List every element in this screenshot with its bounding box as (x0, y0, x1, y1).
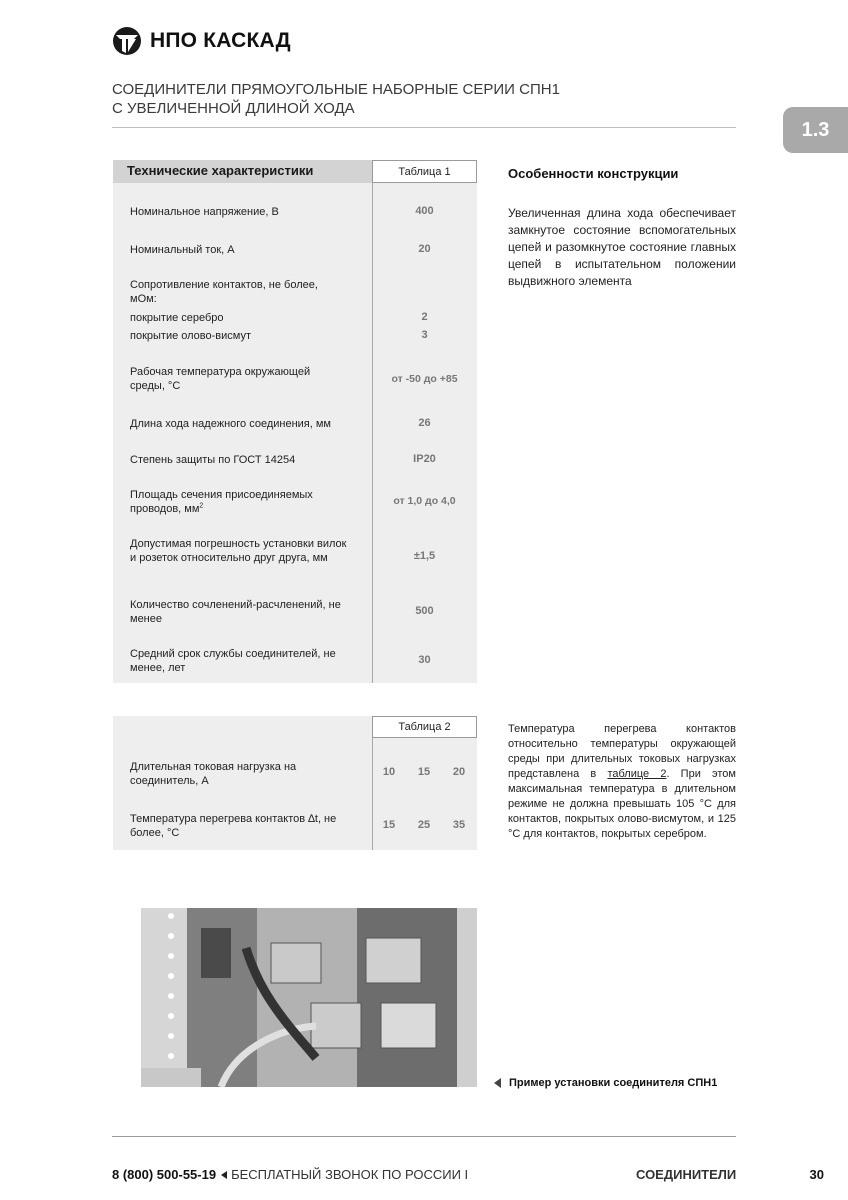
specs-row-value: 20 (418, 243, 431, 255)
table-2-reference-link[interactable]: таблице 2 (607, 768, 667, 780)
specs-row-label: покрытие серебро (130, 312, 224, 324)
unit-superscript: 2 (199, 502, 204, 510)
specs-row-value: 3 (421, 329, 428, 341)
specs-row-value: ±1,5 (413, 550, 436, 562)
page-number: 30 (809, 1167, 824, 1182)
specs-row-label: Допустимая погрешность установки вилок и розеток относительно друг друга, мм (130, 538, 347, 564)
specs-row-label: Сопротивление контактов, не более, мОм: (130, 279, 318, 305)
photo-caption (494, 1077, 717, 1089)
overheat-row-value: 15 (382, 819, 396, 831)
specs-row-value: 26 (418, 417, 431, 429)
kaskad-logo-icon (112, 26, 142, 56)
temperature-text-end: . При этом максимальная температура в длительном режиме не должна превышать 105 °С для контактов, покрытых олово-висмутом, и 125 °С для контактов, покрытых серебром. (508, 768, 736, 840)
specs-row-label: Номинальный ток, А (130, 244, 235, 256)
caption-arrow-icon (494, 1078, 501, 1088)
overheat-row-label: Температура перегрева контактов ∆t, не более, °С (130, 813, 337, 839)
overheat-table-column-divider (372, 738, 373, 850)
footer-free-call: БЕСПЛАТНЫЙ ЗВОНОК ПО РОССИИ I (231, 1167, 469, 1182)
overheat-row-value: 25 (417, 819, 431, 831)
specs-row-label: Рабочая температура окружающей среды, °С (130, 366, 311, 392)
specs-row-label: Средний срок службы соединителей, не менее, лет (130, 648, 336, 674)
page-footer (112, 1167, 824, 1185)
specs-row-label: покрытие олово-висмут (130, 330, 252, 342)
specs-row-value: IP20 (413, 453, 436, 465)
specs-table-heading: Технические характеристики (127, 163, 314, 178)
overheat-row-label: Длительная токовая нагрузка на соединитель, А (130, 761, 297, 787)
installation-photo (141, 908, 477, 1087)
specs-row-label: Степень защиты по ГОСТ 14254 (130, 454, 296, 466)
specs-table-caption: Таблица 1 (372, 160, 477, 183)
logo-text: НПО КАСКАД (150, 29, 291, 52)
overheat-row-value: 15 (417, 766, 431, 778)
specs-row-value: 500 (415, 605, 434, 617)
footer-arrow-icon (221, 1171, 227, 1179)
specs-row-label: Длина хода надежного соединения, мм (130, 418, 331, 430)
footer-divider (112, 1136, 736, 1137)
specs-table-header (113, 160, 372, 183)
photo-caption-text: Пример установки соединителя СПН1 (509, 1077, 718, 1089)
company-logo (112, 26, 291, 56)
document-title-line-2: С УВЕЛИЧЕННОЙ ДЛИНОЙ ХОДА (112, 100, 355, 117)
overheat-table (113, 716, 477, 850)
specs-table (113, 160, 477, 683)
document-title (112, 80, 712, 118)
features-heading: Особенности конструкции (508, 166, 679, 181)
section-tab: 1.3 (783, 107, 848, 153)
overheat-row-value: 35 (452, 819, 466, 831)
temperature-text-start: Температура перегрева контактов относительно температуры окружающей среды при длительных токовых нагрузках представлена в (508, 723, 736, 780)
specs-row-value: 2 (421, 311, 428, 323)
specs-row-label: Количество сочленений-расчленений, не менее (130, 599, 341, 625)
document-title-line-1: СОЕДИНИТЕЛИ ПРЯМОУГОЛЬНЫЕ НАБОРНЫЕ СЕРИИ СПН1 (112, 81, 560, 98)
specs-row-value: 30 (418, 654, 431, 666)
specs-row-label: Площадь сечения присоединяемых проводов, мм (130, 489, 313, 515)
title-divider (112, 127, 736, 128)
features-paragraph: Увеличенная длина хода обеспечивает замкнутое состояние вспомогательных цепей и разомкнутое состояние главных цепей в испытательном положении выдвижного элемента (508, 206, 736, 288)
temperature-paragraph (508, 722, 736, 842)
specs-row-value: 400 (415, 205, 434, 217)
specs-row-value: от 1,0 до 4,0 (393, 495, 456, 507)
specs-row-value: от -50 до +85 (391, 373, 458, 385)
specs-row-label: Номинальное напряжение, В (130, 206, 279, 218)
overheat-row-value: 10 (382, 766, 396, 778)
overheat-row-value: 20 (452, 766, 466, 778)
overheat-table-caption: Таблица 2 (372, 716, 477, 738)
footer-section-name: СОЕДИНИТЕЛИ (636, 1167, 737, 1182)
specs-row-label-with-unit (130, 488, 345, 516)
footer-phone[interactable]: 8 (800) 500-55-19 (112, 1167, 217, 1182)
